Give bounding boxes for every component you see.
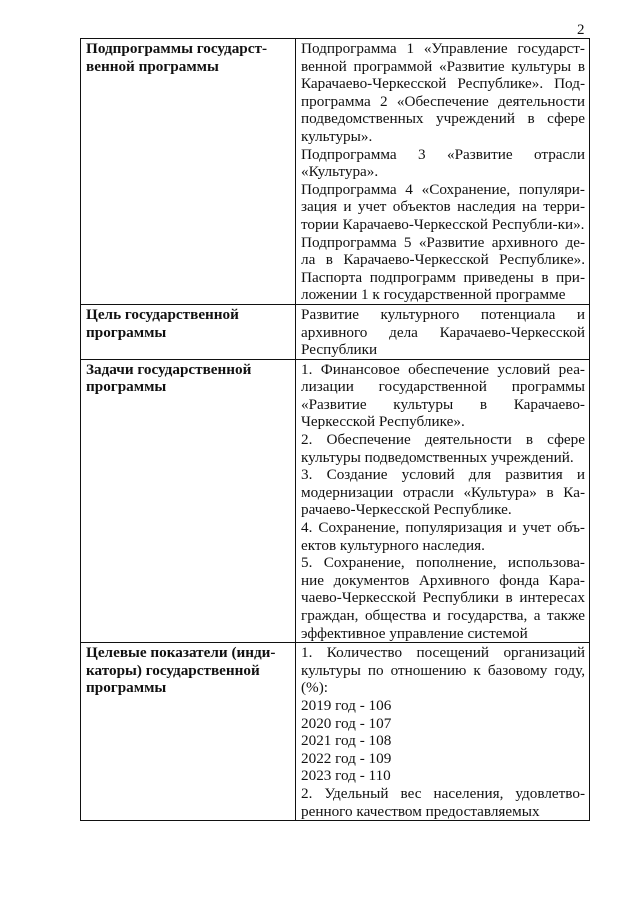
row-content: [296, 39, 590, 305]
row-label: Подпрограммы государст-венной программы: [81, 39, 296, 305]
paragraph: 2019 год - 106: [301, 696, 392, 714]
row-content: [296, 359, 590, 643]
row-content: [296, 643, 590, 821]
page-number: 2: [577, 22, 585, 38]
paragraph: 2023 год - 110: [301, 767, 391, 785]
paragraph: 1. Количество посещений организаций культуры по отношению к базовому году, (%):: [301, 644, 585, 697]
table-row-indicators: [81, 643, 590, 821]
paragraph: Развитие культурного потенциала и архивного дела Карачаево-Черкесской Республики: [301, 305, 585, 359]
paragraph: Подпрограмма 4 «Сохранение, популяри-зация и учет объектов наследия на терри-тории Карачаево-Черкесской Республи-ки».: [301, 180, 585, 233]
row-label: Цель государственной программы: [81, 304, 296, 359]
program-passport-table: [80, 38, 590, 821]
paragraph: 2. Удельный вес населения, удовлетво-ренного качеством предоставляемых: [301, 784, 585, 820]
paragraph: 2022 год - 109: [301, 749, 392, 767]
paragraph: 2020 год - 107: [301, 714, 392, 732]
paragraph: Подпрограмма 1 «Управление государст-венной программой «Развитие культуры в Карачаево-Черкесской Республике». Под-программа 2 «Обеспечение деятельности подведомственных учреждений в сфере культуры».: [301, 40, 585, 145]
table-row-subprograms: [81, 39, 590, 305]
paragraph: 2021 год - 108: [301, 732, 392, 750]
row-label: Задачи государственной программы: [81, 359, 296, 643]
paragraph: Подпрограмма 5 «Развитие архивного де-ла в Карачаево-Черкесской Республике». Паспорта подпрограмм приведены в при-ложении 1 к государственной программе: [301, 233, 585, 304]
paragraph: 1. Финансовое обеспечение условий реа-лизации государственной программы «Развитие культуры в Карачаево-Черкесской Республике».: [301, 360, 585, 431]
paragraph: 4. Сохранение, популяризация и учет объ-ектов культурного наследия.: [301, 519, 585, 554]
paragraph: 5. Сохранение, пополнение, использова-ние документов Архивного фонда Кара-чаево-Черкесской Республики в интересах граждан, общества и государства, а также эффективное управление системой: [301, 554, 585, 642]
paragraph: Подпрограмма 3 «Развитие отрасли «Культура».: [301, 145, 585, 181]
table-row-tasks: [81, 359, 590, 643]
row-label: Целевые показатели (инди-каторы) государственной программы: [81, 643, 296, 821]
row-content: [296, 304, 590, 359]
paragraph: 3. Создание условий для развития и модернизации отрасли «Культура» в Ка-рачаево-Черкесской Республике.: [301, 466, 585, 519]
table-row-goal: [81, 304, 590, 359]
paragraph: 2. Обеспечение деятельности в сфере культуры подведомственных учреждений.: [301, 431, 585, 466]
